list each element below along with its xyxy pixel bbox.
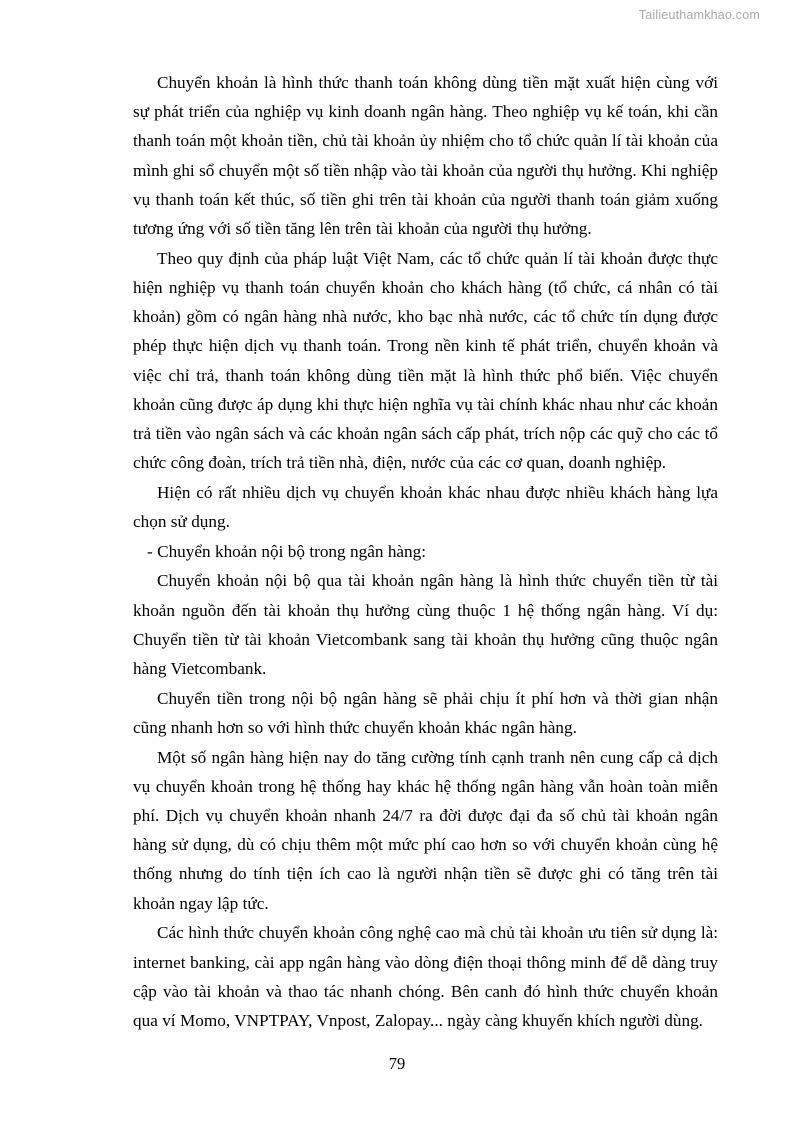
list-item: - Chuyển khoản nội bộ trong ngân hàng:: [147, 541, 426, 561]
paragraph: Chuyển khoản nội bộ qua tài khoản ngân hàng là hình thức chuyển tiền từ tài khoản nguồn đến tài khoản thụ hưởng cùng thuộc 1 hệ thống ngân hàng. Ví dụ: Chuyển tiền từ tài khoản Vietcombank sang tài khoản thụ hưởng cũng thuộc ngân hàng Vietcombank.: [133, 571, 718, 679]
page-number: 79: [388, 1054, 406, 1073]
paragraph: Một số ngân hàng hiện nay do tăng cường tính cạnh tranh nên cung cấp cả dịch vụ chuyển khoản trong hệ thống hay khác hệ thống ngân hàng vẫn hoàn toàn miễn phí. Dịch vụ chuyển khoản nhanh 24/7 ra đời được đại đa số chủ tài khoản ngân hàng sử dụng, dù có chịu thêm một mức phí cao hơn so với chuyển khoản cùng hệ thống nhưng do tính tiện ích cao là người nhận tiền sẽ được ghi có tăng trên tài khoản ngay lập tức.: [133, 747, 718, 913]
paragraph: Hiện có rất nhiều dịch vụ chuyển khoản khác nhau được nhiều khách hàng lựa chọn sử dụng.: [133, 482, 718, 532]
paragraph: Chuyển khoản là hình thức thanh toán không dùng tiền mặt xuất hiện cùng với sự phát triển của nghiệp vụ kinh doanh ngân hàng. Theo nghiệp vụ kế toán, khi cần thanh toán một khoản tiền, chủ tài khoản ủy nhiệm cho tổ chức quản lí tài khoản của mình ghi sổ chuyển một số tiền nhập vào tài khoản của người thụ hưởng. Khi nghiệp vụ thanh toán kết thúc, số tiền ghi trên tài khoản của người thanh toán giảm xuống tương ứng với số tiền tăng lên trên tài khoản của người thụ hưởng.: [133, 73, 718, 239]
page-body-text: [133, 68, 718, 1036]
site-watermark: Tailieuthamkhao.com: [638, 8, 760, 22]
paragraph: Các hình thức chuyển khoản công nghệ cao mà chủ tài khoản ưu tiên sử dụng là: internet banking, cài app ngân hàng vào dòng điện thoại thông minh để dễ dàng truy cập vào tài khoản và thao tác nhanh chóng. Bên canh đó hình thức chuyển khoản qua ví Momo, VNPTPAY, Vnpost, Zalopay... ngày càng khuyến khích người dùng.: [133, 923, 718, 1030]
paragraph: Theo quy định của pháp luật Việt Nam, các tổ chức quản lí tài khoản được thực hiện nghiệp vụ thanh toán chuyển khoản cho khách hàng (tổ chức, cá nhân có tài khoản) gồm có ngân hàng nhà nước, kho bạc nhà nước, các tổ chức tín dụng được phép thực hiện dịch vụ thanh toán. Trong nền kinh tế phát triển, chuyển khoản và việc chỉ trả, thanh toán không dùng tiền mặt là hình thức phổ biến. Việc chuyển khoản cũng được áp dụng khi thực hiện nghĩa vụ tài chính khác nhau như các khoản trả tiền vào ngân sách và các khoản ngân sách cấp phát, trích nộp các quỹ cho các tổ chức công đoàn, trích trả tiền nhà, điện, nước của các cơ quan, doanh nghiệp.: [133, 248, 718, 473]
paragraph: Chuyển tiền trong nội bộ ngân hàng sẽ phải chịu ít phí hơn và thời gian nhận cũng nhanh hơn so với hình thức chuyển khoản khác ngân hàng.: [133, 688, 718, 737]
